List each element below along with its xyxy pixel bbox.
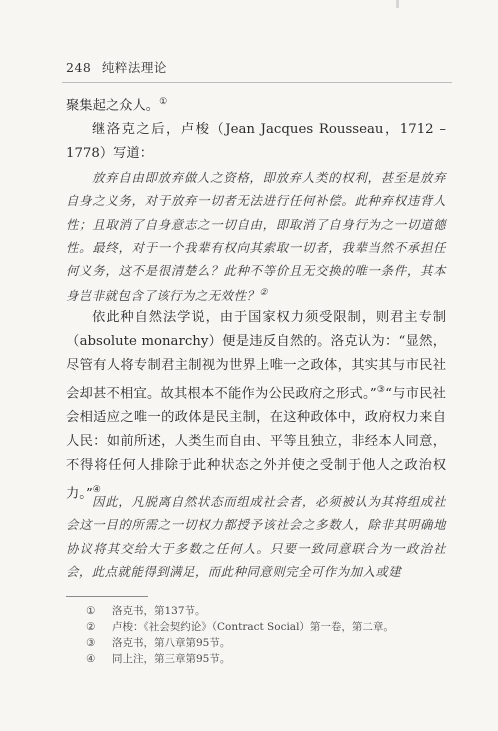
- footnote-text: 卢梭：《社会契约论》（Contract Social）第一卷，第二章。: [112, 621, 394, 633]
- footnote: [86, 619, 426, 635]
- running-header: [66, 58, 167, 76]
- footnote-ref-2: ②: [259, 288, 268, 299]
- locke-quote: 因此，凡脱离自然状态而组成社会者，必须被认为其将组成社会这一目的所需之一切权力都授予该社会之多数人，除非其明确地协议将其交给大于多数之任何人。只要一致同意联合为一政治社会，此点就能得到满足，而此种同意则完全可作为加入或建: [66, 494, 446, 579]
- footnote-text: 同上注，第三章第95节。: [112, 653, 231, 665]
- scan-mark: [396, 0, 399, 8]
- paragraph-3-text-a: 依此种自然法学说，由于国家权力须受限制，则君主专制（absolute monarchy）便是违反自然的。洛克认为：“显然，尽管有人将专制君主制视为世界上唯一之政体，其实其与市民社会却甚不相宜。故其根本不能作为公民政府之形式。”: [66, 310, 446, 402]
- footnote-ref-3: ③: [376, 385, 386, 395]
- paragraph-3: [66, 306, 446, 507]
- rousseau-quote-text: 放弃自由即放弃做人之资格，即放弃人类的权利，甚至是放弃自身之义务，对于放弃一切者无法进行任何补偿。此种弃权违背人性；且取消了自身意志之一切自由，即取消了自身行为之一切道德性。最终，对于一个我辈有权向其索取一切者，我辈当然不承担任何义务，这不是很清楚么？此种不等价且无交换的唯一条件，其本身岂非就包含了该行为之无效性？: [66, 170, 446, 304]
- header-rule: [62, 82, 452, 83]
- footnote: [86, 603, 426, 619]
- paragraph-1-text: 聚集起之众人。: [66, 98, 160, 114]
- footnote-ref-4: ④: [92, 485, 101, 496]
- footnotes: [86, 603, 426, 667]
- footnote-mark: ①: [86, 605, 96, 617]
- page-number: 248: [66, 60, 92, 75]
- footnote-text: 洛克书，第137节。: [112, 605, 206, 617]
- footnote-ref-1: ①: [159, 97, 168, 107]
- paragraph-3-text-b: “与市民社会相适应之唯一的政体是民主制，在这种政体中，政府权力来自人民：如前所述，人类生而自由、平等且独立，非经本人同意，不得将任何人排除于此种状态之外并使之受制于他人之政治权力。”: [66, 386, 446, 502]
- footnote-mark: ②: [86, 621, 96, 633]
- footnote-rule: [66, 596, 148, 597]
- footnote: [86, 635, 426, 651]
- footnote: [86, 651, 426, 667]
- rousseau-quote: [66, 166, 446, 308]
- footnote-mark: ③: [86, 637, 96, 649]
- footnote-mark: ④: [86, 653, 96, 665]
- footnote-text: 洛克书，第八章第95节。: [112, 637, 231, 649]
- paragraph-2: 继洛克之后，卢梭（Jean Jacques Rousseau，1712 – 1778）写道：: [66, 122, 446, 161]
- book-title: 纯粹法理论: [101, 60, 167, 75]
- paragraph-1: [66, 90, 446, 118]
